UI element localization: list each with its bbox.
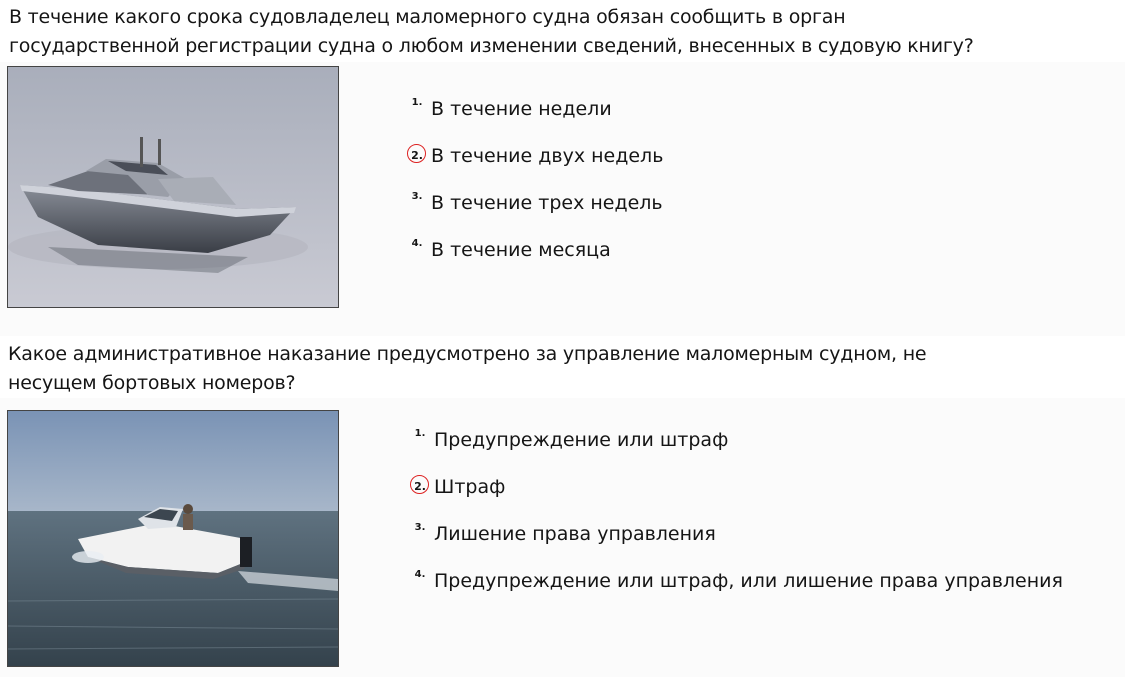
answer-label: В течение трех недель: [431, 192, 663, 214]
answer-number: 3.: [414, 522, 426, 533]
answer-number: 1.: [414, 428, 426, 439]
answer-number: 1.: [411, 97, 423, 108]
question-2-text: Какое административное наказание предусмотрено за управление маломерным судном, не несущем бортовых номеров?: [8, 343, 927, 394]
answer-number: 4.: [414, 569, 426, 580]
answer-label: Штраф: [434, 476, 506, 498]
cabin-motorboat-photo: [7, 66, 339, 308]
answer-number: 3.: [411, 191, 423, 202]
answer-label: В течение двух недель: [431, 145, 664, 167]
answer-label: В течение месяца: [431, 239, 611, 261]
answer-number: 2.: [414, 480, 426, 493]
answer-label: Предупреждение или штраф: [434, 429, 729, 451]
question-1-text: В течение какого срока судовладелец маломерного судна обязан сообщить в орган государственной регистрации судна о любом изменении сведений, внесенных в судовую книгу?: [9, 6, 974, 57]
answer-number: 4.: [411, 238, 423, 249]
answer-label: Предупреждение или штраф, или лишение права управления: [434, 570, 1063, 592]
answer-number: 2.: [411, 149, 423, 162]
answer-label: Лишение права управления: [434, 523, 716, 545]
answer-label: В течение недели: [431, 98, 612, 120]
speedboat-at-sea-photo: [7, 410, 339, 667]
